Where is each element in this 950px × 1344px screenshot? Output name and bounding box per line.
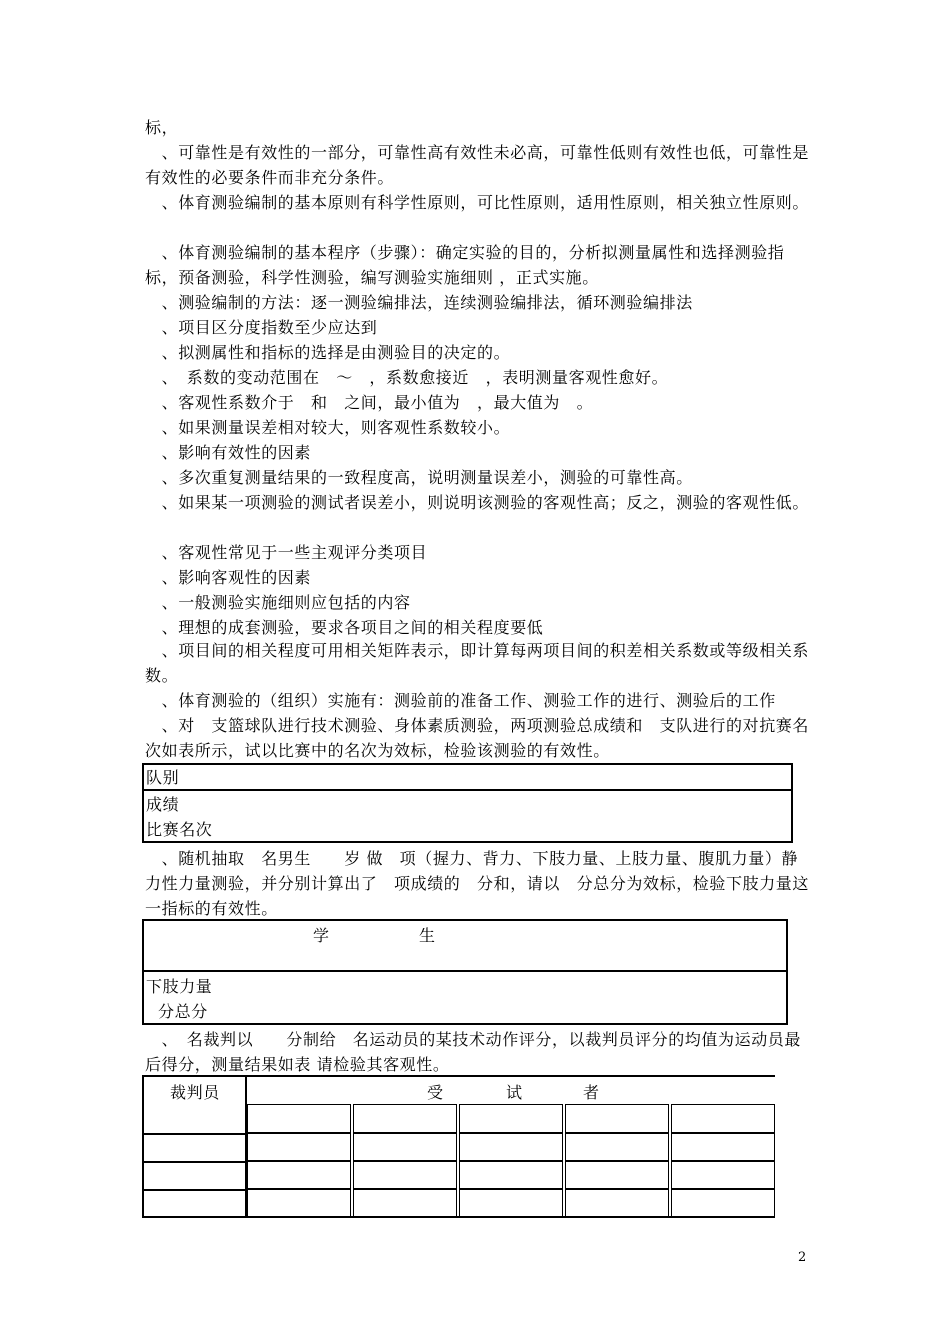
paragraph-6: 、项目区分度指数至少应达到: [145, 318, 378, 337]
paragraph-21: 、随机抽取 名男生 岁 做 项（握力、背力、下肢力量、上肢力量、腹肌力量）静力性力量测验，并分别计算出了 项成绩的 分和，请以 分总分为效标，检验下肢力量这一指标的有效性。: [145, 849, 810, 918]
score-label: 成绩: [146, 795, 180, 814]
page-number: 2: [798, 1250, 807, 1265]
judge-label: 裁判员: [170, 1083, 220, 1102]
paragraph-9: 、客观性系数介于 和 之间，最小值为 ，最大值为 。: [145, 393, 594, 412]
score-cell: [459, 1133, 563, 1161]
paragraph-10: 、如果测量误差相对较大，则客观性系数较小。: [145, 418, 511, 437]
leg-strength-label: 下肢力量: [146, 977, 213, 996]
score-cell: [353, 1104, 457, 1133]
score-cell: [671, 1104, 775, 1133]
paragraph-3: 、体育测验编制的基本原则有科学性原则，可比性原则，适用性原则，相关独立性原则。: [145, 193, 810, 212]
paragraph-5: 、测验编制的方法：逐一测验编排法，连续测验编排法，循环测验编排法: [145, 293, 693, 312]
total-score-label: 分总分: [158, 1002, 208, 1021]
student-header-a: 学: [313, 926, 330, 945]
score-cell: [247, 1133, 351, 1161]
score-cell: [353, 1161, 457, 1189]
score-cell: [671, 1189, 775, 1217]
paragraph-7: 、拟测属性和指标的选择是由测验目的决定的。: [145, 343, 511, 362]
examinee-header-b: 试: [506, 1083, 523, 1102]
paragraph-18: 、项目间的相关程度可用相关矩阵表示，即计算每两项目间的积差相关系数或等级相关系数。: [145, 641, 810, 685]
rank-label: 比赛名次: [146, 820, 213, 839]
paragraph-12: 、多次重复测量结果的一致程度高，说明测量误差小，测验的可靠性高。: [145, 468, 693, 487]
paragraph-16: 、一般测验实施细则应包括的内容: [145, 593, 411, 612]
student-table: [142, 919, 788, 1025]
score-cell: [671, 1161, 775, 1189]
paragraph-4: 、体育测验编制的基本程序（步骤）：确定实验的目的，分析拟测量属性和选择测验指标，预备测验，科学性测验，编写测验实施细则 ，正式实施。: [145, 243, 785, 287]
examinee-header-c: 者: [583, 1083, 600, 1102]
score-cell: [565, 1189, 669, 1217]
team-table-divider: [142, 789, 793, 791]
score-cell: [459, 1189, 563, 1217]
score-cell: [565, 1133, 669, 1161]
score-cell: [247, 1104, 351, 1133]
judge-row-line-1: [142, 1133, 246, 1135]
team-table: [142, 763, 793, 843]
paragraph-19: 、体育测验的（组织）实施有：测验前的准备工作、测验工作的进行、测验后的工作: [145, 691, 776, 710]
score-cell: [247, 1161, 351, 1189]
paragraph-20: 、对 支篮球队进行技术测验、身体素质测验，两项测验总成绩和 支队进行的对抗赛名次如表所示，试以比赛中的名次为效标，检验该测验的有效性。: [145, 716, 810, 760]
paragraph-11: 、影响有效性的因素: [145, 443, 312, 462]
judge-row-line-3: [142, 1189, 246, 1191]
judge-table-top: [142, 1075, 775, 1077]
judge-table-left: [142, 1075, 144, 1218]
score-cell: [565, 1161, 669, 1189]
score-cell: [459, 1104, 563, 1133]
paragraph-1: 标，: [145, 118, 179, 137]
paragraph-14: 、客观性常见于一些主观评分类项目: [145, 543, 428, 562]
student-header-b: 生: [419, 926, 436, 945]
score-cell: [353, 1133, 457, 1161]
score-cell: [247, 1189, 351, 1217]
score-cell: [459, 1161, 563, 1189]
score-cell: [565, 1104, 669, 1133]
paragraph-2: 、可靠性是有效性的一部分，可靠性高有效性未必高，可靠性低则有效性也低，可靠性是有效性的必要条件而非充分条件。: [145, 143, 810, 187]
paragraph-8: 、 系数的变动范围在 ～ ，系数愈接近 ，表明测量客观性愈好。: [145, 368, 669, 387]
team-label: 队别: [146, 768, 180, 787]
score-cell: [353, 1189, 457, 1217]
score-cell: [671, 1133, 775, 1161]
paragraph-15: 、影响客观性的因素: [145, 568, 312, 587]
paragraph-13: 、如果某一项测验的测试者误差小，则说明该测验的客观性高；反之，测验的客观性低。: [145, 493, 810, 512]
paragraph-22: 、 名裁判以 分制给 名运动员的某技术动作评分，以裁判员评分的均值为运动员最后得分，测量结果如表 请检验其客观性。: [145, 1030, 802, 1074]
student-table-divider: [142, 970, 788, 972]
examinee-header-a: 受: [427, 1083, 444, 1102]
paragraph-17: 、理想的成套测验，要求各项目之间的相关程度要低: [145, 618, 544, 637]
judge-row-line-2: [142, 1161, 246, 1163]
